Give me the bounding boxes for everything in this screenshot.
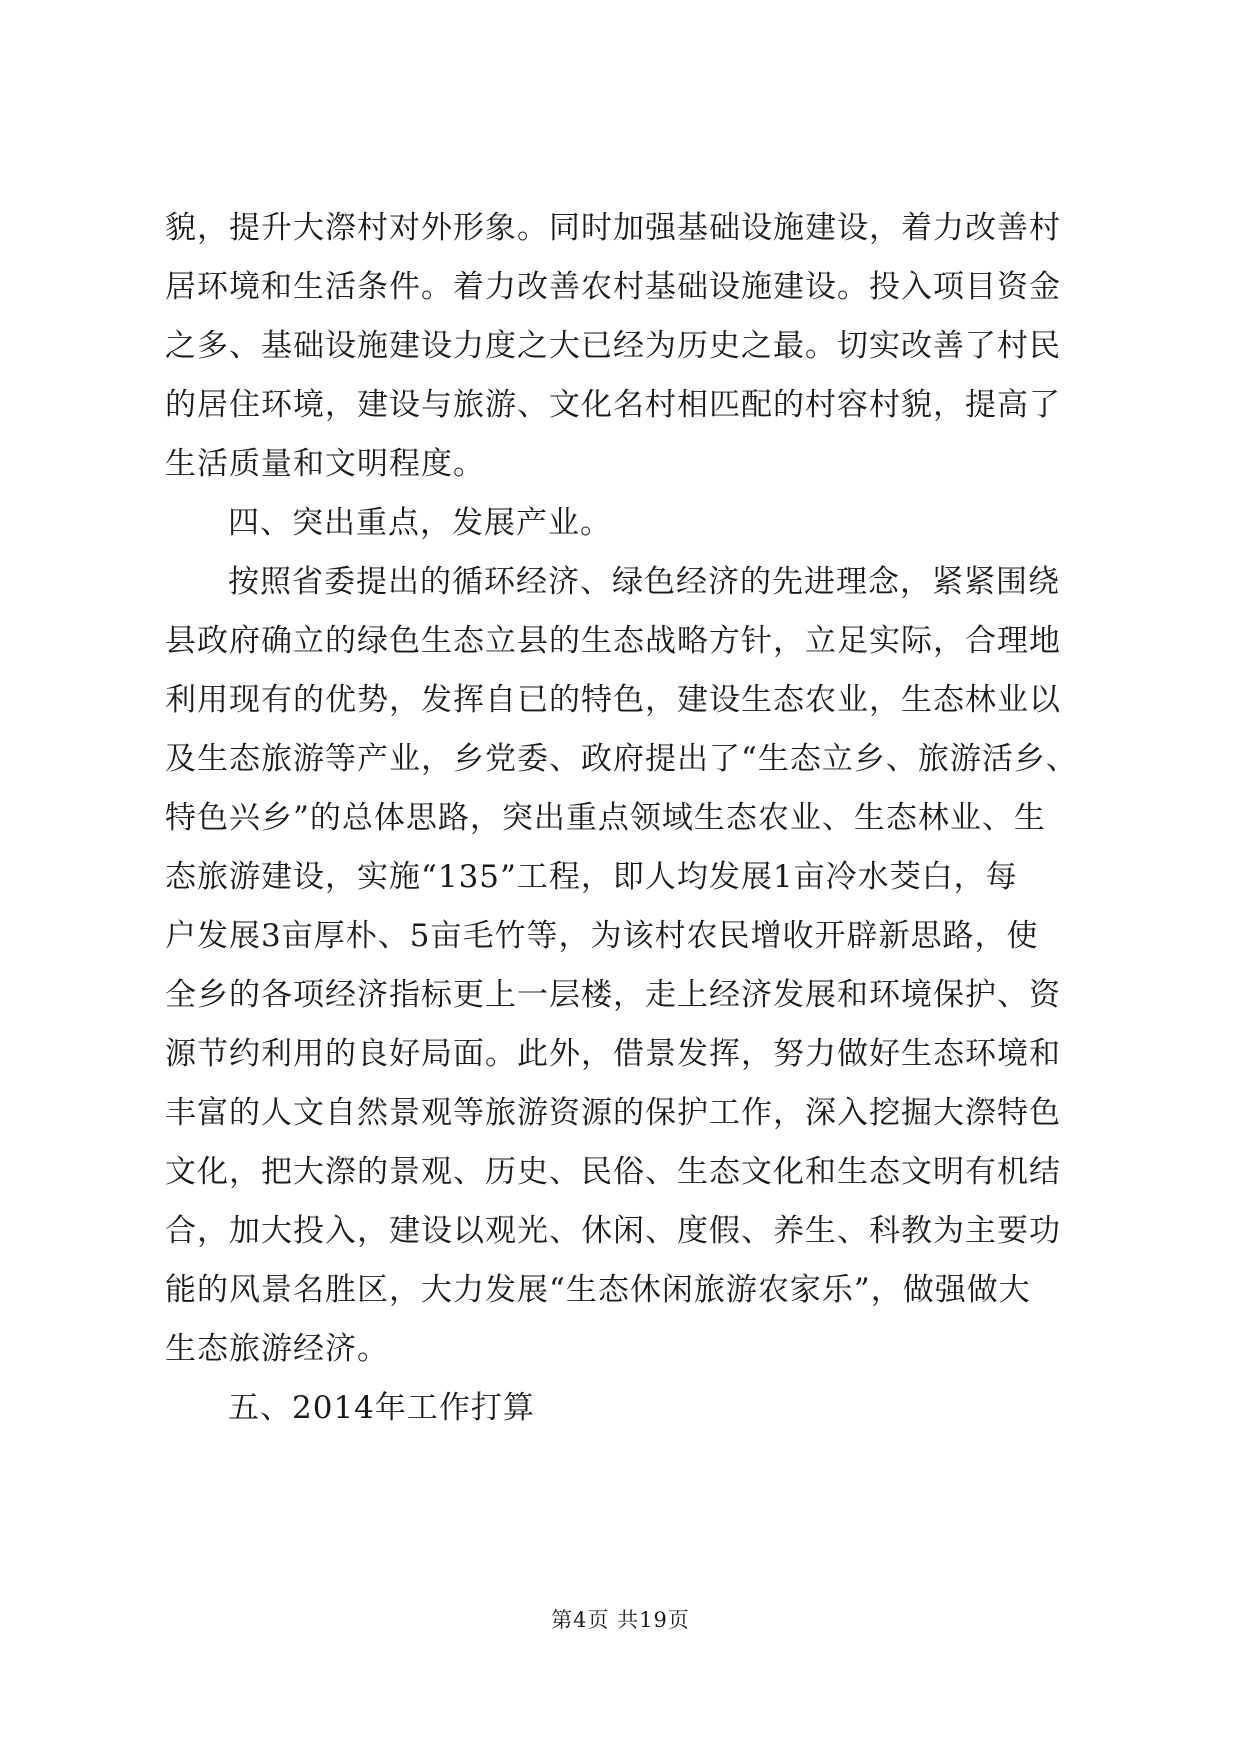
page-number-footer: 第4页 共19页 [551, 1608, 690, 1632]
paragraph-1-line-4: 的居住环境，建设与旅游、文化名村相匹配的村容村貌，提高了 [165, 387, 1061, 423]
paragraph-1-line-5: 生活质量和文明程度。 [165, 446, 485, 482]
paragraph-2-line-4: 及生态旅游等产业，乡党委、政府提出了“生态立乡、旅游活乡、 [165, 741, 1078, 777]
paragraph-1-line-3: 之多、基础设施建设力度之大已经为历史之最。切实改善了村民 [165, 328, 1061, 364]
paragraph-2-line-9: 源节约利用的良好局面。此外，借景发挥，努力做好生态环境和 [165, 1036, 1061, 1072]
paragraph-2-line-5: 特色兴乡”的总体思路，突出重点领域生态农业、生态林业、生 [165, 800, 1046, 836]
paragraph-2-line-7: 户发展3亩厚朴、5亩毛竹等，为该村农民增收开辟新思路，使 [165, 918, 1039, 954]
paragraph-2-line-6: 态旅游建设，实施“135”工程，即人均发展1亩冷水茭白，每 [165, 859, 1018, 895]
paragraph-2-line-10: 丰富的人文自然景观等旅游资源的保护工作，深入挖掘大漈特色 [165, 1095, 1061, 1131]
paragraph-2-line-2: 县政府确立的绿色生态立县的生态战略方针，立足实际，合理地 [165, 623, 1061, 659]
paragraph-1-line-1: 貌，提升大漈村对外形象。同时加强基础设施建设，着力改善村 [165, 210, 1061, 246]
section-heading-4: 四、突出重点，发展产业。 [228, 505, 612, 541]
paragraph-2-line-1: 按照省委提出的循环经济、绿色经济的先进理念，紧紧围绕 [228, 564, 1060, 600]
paragraph-2-line-8: 全乡的各项经济指标更上一层楼，走上经济发展和环境保护、资 [165, 977, 1061, 1013]
paragraph-2-line-12: 合，加大投入，建设以观光、休闲、度假、养生、科教为主要功 [165, 1213, 1061, 1249]
paragraph-2-line-13: 能的风景名胜区，大力发展“生态休闲旅游农家乐”，做强做大 [165, 1272, 1031, 1308]
paragraph-1-line-2: 居环境和生活条件。着力改善农村基础设施建设。投入项目资金 [165, 269, 1061, 305]
paragraph-2-line-3: 利用现有的优势，发挥自已的特色，建设生态农业，生态林业以 [165, 682, 1061, 718]
paragraph-2-line-11: 文化，把大漈的景观、历史、民俗、生态文化和生态文明有机结 [165, 1154, 1061, 1190]
paragraph-2-line-14: 生态旅游经济。 [165, 1331, 389, 1367]
section-heading-5: 五、2014年工作打算 [228, 1390, 535, 1426]
